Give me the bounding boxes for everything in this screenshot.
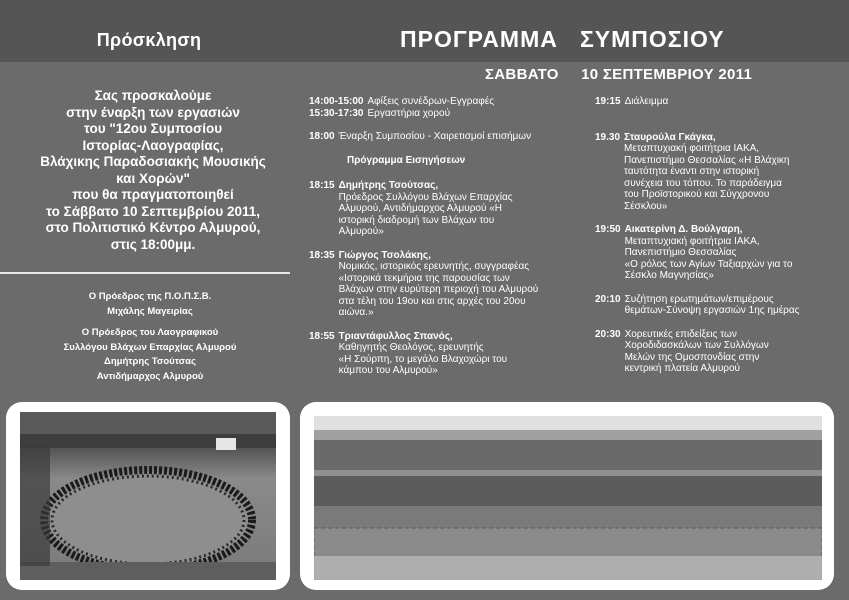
schedule-item xyxy=(595,96,835,108)
section-title: Πρόγραμμα Εισηγήσεων xyxy=(347,154,466,166)
talk-line: Μεταπτυχιακή φοιτήτρια ΙΑΚΑ, xyxy=(624,235,760,247)
speaker-name: Σταυρούλα Γκάγκα, xyxy=(624,131,716,143)
talk-line: Πρόεδρος Συλλόγου Βλάχων Επαρχίας xyxy=(338,191,513,203)
town-panorama-photo xyxy=(314,416,822,580)
divider xyxy=(0,272,290,274)
talk-item xyxy=(309,180,577,238)
talk-line: κάμπου του Αλμυρού» xyxy=(338,365,438,376)
schedule-time: 18:35 xyxy=(309,249,335,261)
signature-society-president xyxy=(10,326,290,384)
speaker-name: Δημήτρης Τσούτσας, xyxy=(338,180,439,191)
talk-item xyxy=(595,132,835,213)
dance-circle-graphic xyxy=(20,412,276,580)
invitation-text xyxy=(12,88,294,253)
schedule-text: Έναρξη Συμποσίου - Χαιρετισμοί επισήμων xyxy=(338,131,532,142)
invitation-line: στις 18:00μμ. xyxy=(110,236,196,252)
invitation-line: του "12ου Συμποσίου xyxy=(83,121,223,136)
speaker-name: Γιώργος Τσολάκης, xyxy=(338,249,431,261)
talk-description xyxy=(339,261,577,319)
invitation-line: που θα πραγματοποιηθεί xyxy=(72,187,234,202)
talk-line: Αλμυρού, Αντιδήμαρχος Αλμυρού «Η xyxy=(338,203,502,214)
talk-line: Αλμυρού» xyxy=(338,226,384,237)
talk-item xyxy=(309,331,577,377)
schedule-time: 15:30-17:30 xyxy=(309,107,364,119)
signature-line: Συλλόγου Βλάχων Επαρχίας Αλμυρού xyxy=(63,341,237,353)
photo-frame-town xyxy=(300,402,834,590)
schedule-line: Μελών της Ομοσπονδίας στην xyxy=(624,351,760,363)
schedule-time: 14:00-15:00 xyxy=(309,96,364,107)
schedule-item xyxy=(595,329,835,375)
program-column-right xyxy=(595,96,835,375)
schedule-time: 19:15 xyxy=(595,96,621,107)
talk-line: Πανεπιστήμιο Θεσσαλίας xyxy=(624,247,737,258)
town-panorama-graphic xyxy=(314,416,822,580)
program-column-left xyxy=(309,96,577,377)
invitation-line: στην έναρξη των εργασιών xyxy=(66,104,240,120)
talk-line: Σέσκλο Μαγνησίας» xyxy=(624,270,714,281)
invitation-line: Σας προσκαλούμε xyxy=(94,88,212,103)
signature-federation-president xyxy=(10,290,290,319)
invitation-line: το Σάββατο 10 Σεπτεμβρίου 2011, xyxy=(45,203,260,219)
invitation-line: στο Πολιτιστικό Κέντρο Αλμυρού, xyxy=(45,220,261,235)
signature-line: Δημήτρης Τσούτσας xyxy=(104,356,196,367)
schedule-item xyxy=(595,294,835,317)
signature-line: Αντιδήμαρχος Αλμυρού xyxy=(96,370,204,382)
signature-line: Ο Πρόεδρος της Π.Ο.Π.Σ.Β. xyxy=(88,291,212,302)
talk-line: Καθηγητής Θεολόγος, ερευνητής xyxy=(338,342,484,353)
talk-line: ταυτότητα έναντι στην ιστορική xyxy=(624,166,760,177)
talk-description xyxy=(624,143,835,212)
talk-line: «Ο ρόλος των Αγίων Ταξιαρχών για το xyxy=(624,258,793,270)
schedule-time: 18:55 xyxy=(309,330,335,342)
schedule-item xyxy=(309,131,577,143)
talk-line: Βλάχων στην ευρύτερη περιοχή του Αλμυρού xyxy=(338,284,539,295)
program-date: ΣΑΒΒΑΤΟ 10 ΣΕΠΤΕΜΒΡΙΟΥ 2011 xyxy=(485,66,753,83)
schedule-item xyxy=(309,96,577,108)
invitation-line: Βλάχικης Παραδοσιακής Μουσικής xyxy=(40,154,266,169)
talk-item xyxy=(595,224,835,282)
talk-line: «Ιστορικά τεκμήρια της παρουσίας των xyxy=(338,272,510,284)
talk-description xyxy=(339,342,577,377)
schedule-time: 20:10 xyxy=(595,293,621,305)
signature-line: Μιχάλης Μαγειρίας xyxy=(107,305,193,317)
invitation-title: Πρόσκληση xyxy=(96,30,202,50)
speaker-name: Τριαντάφυλλος Σπανός, xyxy=(338,330,453,342)
talk-line: ιστορική διαδρομή των Βλάχων του xyxy=(338,214,495,226)
schedule-time: 19:50 xyxy=(595,224,621,235)
schedule-line: κεντρική πλατεία Αλμυρού xyxy=(624,363,741,374)
schedule-text: Διάλειμμα xyxy=(624,96,669,107)
talk-line: Μεταπτυχιακή φοιτήτρια ΙΑΚΑ, xyxy=(624,143,760,154)
schedule-line: Χορευτικές επιδείξεις των xyxy=(624,328,737,340)
talk-line: Σέσκλου» xyxy=(624,200,668,212)
schedule-text: Αφίξεις συνέδρων-Εγγραφές xyxy=(367,96,495,107)
schedule-item xyxy=(309,108,577,120)
photo-frame-dance xyxy=(6,402,290,590)
schedule-text: Εργαστήρια χορού xyxy=(367,107,451,119)
talk-description xyxy=(339,192,577,238)
talk-line: αιώνα.» xyxy=(338,307,374,318)
schedule-time: 19.30 xyxy=(595,131,621,143)
schedule-time: 20:30 xyxy=(595,328,621,340)
talk-description xyxy=(625,236,835,282)
talk-item xyxy=(309,250,577,319)
talk-line: «Η Σούρπη, το μεγάλο Βλαχοχώρι του xyxy=(338,353,508,365)
schedule-time: 18:00 xyxy=(309,131,335,142)
invitation-line: Ιστορίας-Λαογραφίας, xyxy=(82,137,224,153)
schedule-line: θεμάτων-Σύνοψη εργασιών 1ης ημέρας xyxy=(624,305,800,316)
schedule-line: Συζήτηση ερωτημάτων/επιμέρους xyxy=(624,293,774,305)
signature-line: Ο Πρόεδρος του Λαογραφικού xyxy=(81,327,219,338)
talk-line: Πανεπιστήμιο Θεσσαλίας «Η Βλάχικη xyxy=(624,154,790,166)
dance-circle-photo xyxy=(20,412,276,580)
speaker-name: Αικατερίνη Δ. Βούλγαρη, xyxy=(624,224,743,235)
schedule-time: 18:15 xyxy=(309,180,335,191)
talk-line: Νομικός, ιστορικός ερευνητής, συγγραφέας xyxy=(338,261,530,272)
invitation-line: και Χορών" xyxy=(116,170,190,186)
schedule-line: Χοροδιδασκάλων των Συλλόγων xyxy=(624,340,769,351)
talk-line: συνέχεια του τόπου. Το παράδειγμα xyxy=(624,177,782,189)
program-title: ΠΡΟΓΡΑΜΜΑ ΣΥΜΠΟΣΙΟΥ xyxy=(400,26,725,52)
talk-line: στα τέλη του 19ου και στις αρχές του 20ου xyxy=(338,295,526,307)
talk-line: του Προϊστορικού και Σύγχρονου xyxy=(624,189,770,200)
